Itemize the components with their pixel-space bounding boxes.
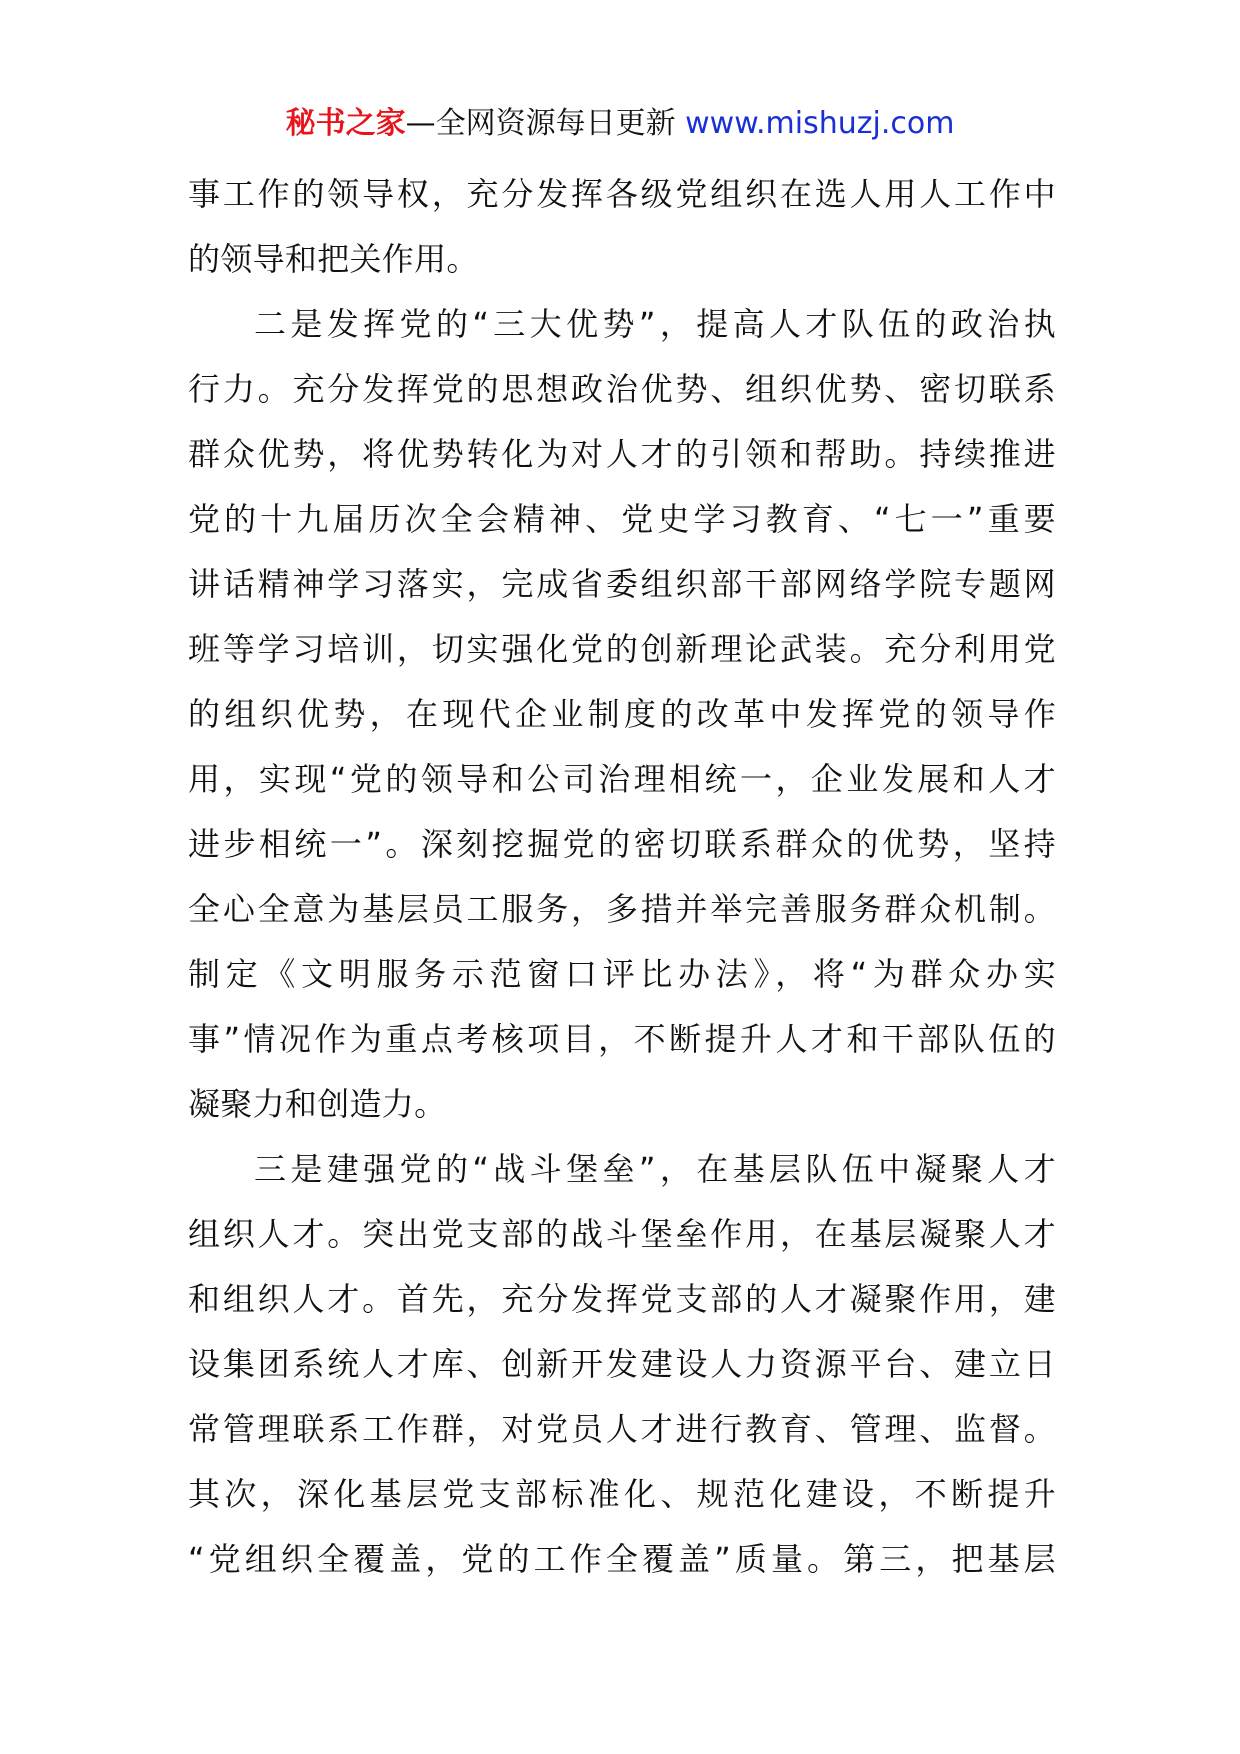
- text-line: 讲话精神学习落实，完成省委组织部干部网络学院专题网: [188, 565, 1056, 603]
- text-line: “党组织全覆盖，党的工作全覆盖”质量。第三，把基层: [188, 1540, 1056, 1578]
- text-line: 其次，深化基层党支部标准化、规范化建设，不断提升: [188, 1475, 1056, 1513]
- text-line: 二是发挥党的“三大优势”，提高人才队伍的政治执: [254, 305, 1056, 343]
- text-line: 和组织人才。首先，充分发挥党支部的人才凝聚作用，建: [188, 1280, 1056, 1318]
- paragraph: [188, 1137, 1056, 1592]
- paragraph: [188, 162, 1056, 292]
- text-line: 群众优势，将优势转化为对人才的引领和帮助。持续推进: [188, 435, 1056, 473]
- text-line: 的组织优势，在现代企业制度的改革中发挥党的领导作: [188, 695, 1056, 733]
- paragraph: [188, 292, 1056, 1137]
- header-tagline: —全网资源每日更新: [405, 106, 686, 141]
- text-line: 组织人才。突出党支部的战斗堡垒作用，在基层凝聚人才: [188, 1215, 1056, 1253]
- text-line: 全心全意为基层员工服务，多措并举完善服务群众机制。: [188, 890, 1056, 928]
- text-line: 行力。充分发挥党的思想政治优势、组织优势、密切联系: [188, 370, 1056, 408]
- text-line: 用，实现“党的领导和公司治理相统一，企业发展和人才: [188, 760, 1056, 798]
- text-line: 制定《文明服务示范窗口评比办法》，将“为群众办实: [188, 955, 1056, 993]
- text-line: 凝聚力和创造力。: [188, 1085, 447, 1123]
- text-line: 党的十九届历次全会精神、党史学习教育、“七一”重要: [188, 500, 1056, 538]
- brand-name: 秘书之家: [285, 106, 406, 141]
- text-line: 设集团系统人才库、创新开发建设人力资源平台、建立日: [188, 1345, 1056, 1383]
- document-body: [188, 162, 1056, 1592]
- site-url: www.mishuzj.com: [685, 106, 955, 141]
- text-line: 事工作的领导权，充分发挥各级党组织在选人用人工作中: [188, 175, 1056, 213]
- text-line: 事”情况作为重点考核项目，不断提升人才和干部队伍的: [188, 1020, 1056, 1058]
- text-line: 三是建强党的“战斗堡垒”，在基层队伍中凝聚人才: [254, 1150, 1056, 1188]
- text-line: 常管理联系工作群，对党员人才进行教育、管理、监督。: [188, 1410, 1056, 1448]
- text-line: 进步相统一”。深刻挖掘党的密切联系群众的优势，坚持: [188, 825, 1056, 863]
- site-header: [0, 100, 1240, 148]
- text-line: 班等学习培训，切实强化党的创新理论武装。充分利用党: [188, 630, 1056, 668]
- text-line: 的领导和把关作用。: [188, 240, 479, 278]
